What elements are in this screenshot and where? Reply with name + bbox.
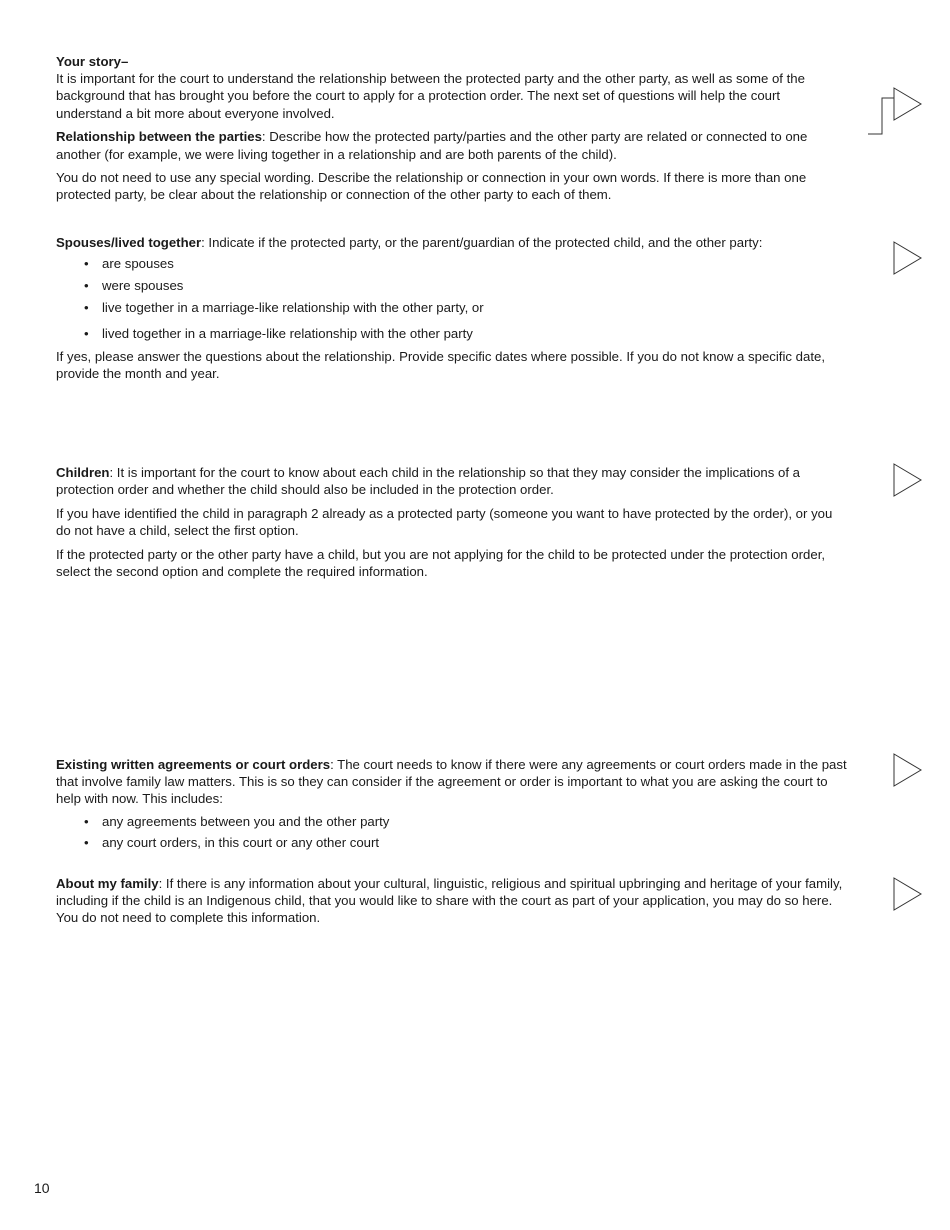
- children-note-1: If you have identified the child in paragraph 2 already as a protected party (someone you want to have protected by the order), or you do not have a child, select the first option.: [56, 505, 833, 539]
- agreements-heading: Existing written agreements or court orders: [56, 757, 331, 772]
- family-paragraph: [56, 875, 848, 927]
- children-note-2: If the protected party or the other party have a child, but you are not applying for the child to be protected under the protection order, select the second option and complete the required information.: [56, 546, 826, 580]
- triangle-pointer-icon: [892, 752, 924, 788]
- your-story-heading: Your story–: [56, 54, 129, 69]
- relationship-paragraph: [56, 128, 848, 162]
- bracket-triangle-pointer-icon: [866, 86, 926, 138]
- your-story-intro: It is important for the court to understand the relationship between the protected party and the other party, as well as some of the background that has brought you before the court to apply for a protection order. The next set of questions will help the court understand a bit more about everyone involved.: [56, 71, 805, 121]
- list-item: • any agreements between you and the other party: [102, 813, 848, 830]
- list-item: • live together in a marriage-like relationship with the other party, or: [102, 299, 848, 316]
- spouses-paragraph: [56, 234, 848, 251]
- triangle-pointer-icon: [892, 462, 924, 498]
- children-heading: Children: [56, 465, 110, 480]
- children-section: [56, 464, 848, 587]
- page-number: 10: [34, 1180, 50, 1196]
- agreements-text: : The court needs to know if there were any agreements or court orders made in the past that involve family law matters. This is so they can consider if the agreement or order is important to what you are asking the court to help with now. This includes:: [56, 757, 847, 807]
- children-text: : It is important for the court to know about each child in the relationship so that they may consider the implications of a protection order and whether the child should also be included in the protection order.: [56, 465, 800, 498]
- list-item: • are spouses: [102, 255, 848, 272]
- family-section: [56, 875, 848, 933]
- family-heading: About my family: [56, 876, 159, 891]
- triangle-pointer-icon: [892, 240, 924, 276]
- relationship-text: : Describe how the protected party/parties and the other party are related or connected to one another (for example, we were living together in a relationship and are both parents of the child).: [56, 129, 808, 162]
- family-text: : If there is any information about your cultural, linguistic, religious and spiritual upbringing and heritage of your family, including if the child is an Indigenous child, that you would like to share with the court as part of your application, you may do so here. You do not need to complete this information.: [56, 876, 843, 926]
- spouses-list: [56, 255, 848, 342]
- children-paragraph: [56, 464, 848, 498]
- list-item: • were spouses: [102, 277, 848, 294]
- list-item: • any court orders, in this court or any other court: [102, 834, 848, 851]
- triangle-pointer-icon: [892, 876, 924, 912]
- agreements-paragraph: [56, 756, 848, 808]
- agreements-section: [56, 756, 848, 858]
- spouses-section: [56, 234, 848, 389]
- agreements-list: [56, 813, 848, 852]
- relationship-note: You do not need to use any special wording. Describe the relationship or connection in your own words. If there is more than one protected party, be clear about the relationship or connection of the other party to each of them.: [56, 170, 807, 203]
- spouses-heading: Spouses/lived together: [56, 235, 202, 250]
- list-item: • lived together in a marriage-like relationship with the other party: [102, 325, 848, 342]
- relationship-heading: Relationship between the parties: [56, 129, 262, 145]
- your-story-section: [56, 53, 848, 210]
- spouses-note: If yes, please answer the questions about the relationship. Provide specific dates where possible. If you do not know a specific date, provide the month and year.: [56, 349, 825, 382]
- spouses-text: : Indicate if the protected party, or the parent/guardian of the protected child, and the other party:: [201, 235, 763, 250]
